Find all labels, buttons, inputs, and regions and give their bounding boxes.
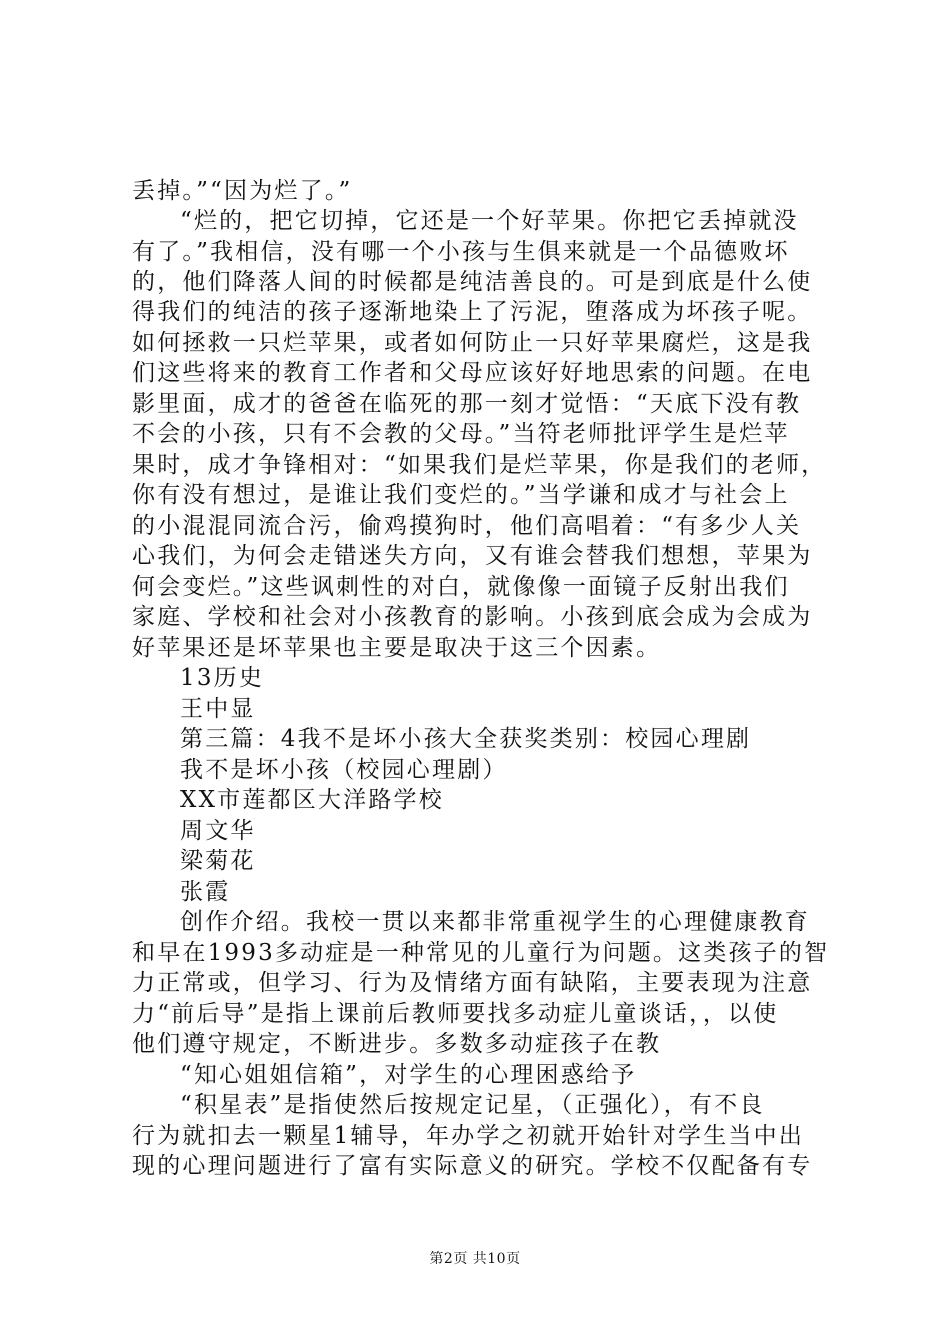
text-line: 家庭、学校和社会对小孩教育的影响。小孩到底会成为会成为: [132, 604, 813, 630]
section-heading: 第三篇：4我不是坏小孩大全获奖类别：校园心理剧: [180, 726, 752, 752]
text-line: 行为就扣去一颗星1辅导，年办学之初就开始针对学生当中出: [132, 1123, 805, 1149]
text-line: 影里面，成才的爸爸在临死的那一刻才觉悟：“天底下没有教: [132, 391, 802, 417]
text-line: 得我们的纯洁的孩子逐渐地染上了污泥，堕落成为坏孩子呢。: [132, 299, 813, 325]
text-line: 我不是坏小孩（校园心理剧）: [180, 757, 508, 783]
text-line: 好苹果还是坏苹果也主要是取决于这三个因素。: [132, 635, 662, 661]
text-line: 力“前后导”是指上课前后教师要找多动症儿童谈话，，以使: [132, 1001, 779, 1027]
text-line: 梁菊花: [180, 848, 256, 874]
page-footer: 第2页 共10页: [429, 1251, 521, 1267]
text-line: 心我们，为何会走错迷失方向，又有谁会替我们想想，苹果为: [132, 543, 813, 569]
text-line: “烂的，把它切掉，它还是一个好苹果。你把它丢掉就没: [180, 208, 799, 234]
text-line: 和早在1993多动症是一种常见的儿童行为问题。这类孩子的智: [132, 940, 830, 966]
text-line: 有了。”我相信，没有哪一个小孩与生俱来就是一个品德败坏: [132, 239, 790, 265]
text-line: 他们遵守规定，不断进步。多数多动症孩子在教: [132, 1031, 662, 1057]
text-line: 力正常或，但学习、行为及情绪方面有缺陷，主要表现为注意: [132, 970, 813, 996]
text-line: 果时，成才争锋相对：“如果我们是烂苹果，你是我们的老师，: [132, 452, 827, 478]
text-line: 们这些将来的教育工作者和父母应该好好地思索的问题。在电: [132, 360, 813, 386]
text-line: 丢掉。”“因为烂了。”: [132, 178, 353, 204]
text-line: 如何拯救一只烂苹果，或者如何防止一只好苹果腐烂，这是我: [132, 330, 813, 356]
text-line: 现的心理问题进行了富有实际意义的研究。学校不仅配备有专: [132, 1153, 813, 1179]
text-line: 13历史: [180, 665, 265, 691]
text-line: “知心姐姐信箱”，对学生的心理困惑给予: [180, 1062, 637, 1088]
text-line: “积星表”是指使然后按规定记星，（正强化），有不良: [180, 1092, 765, 1118]
text-line: 的小混混同流合污，偷鸡摸狗时，他们高唱着：“有多少人关: [132, 513, 802, 539]
text-line: 不会的小孩，只有不会教的父母。”当符老师批评学生是烂苹: [132, 421, 790, 447]
text-line: 何会变烂。”这些讽刺性的对白，就像像一面镜子反射出我们: [132, 574, 790, 600]
text-line: 张霞: [180, 879, 231, 905]
text-line: 的，他们降落人间的时候都是纯洁善良的。可是到底是什么使: [132, 269, 813, 295]
text-line: 你有没有想过，是谁让我们变烂的。”当学谦和成才与社会上: [132, 482, 790, 508]
text-line: 创作介绍。我校一贯以来都非常重视学生的心理健康教育: [180, 909, 810, 935]
text-line: 王中显: [180, 696, 256, 722]
text-line: 周文华: [180, 818, 256, 844]
text-line: XX市莲都区大洋路学校: [180, 787, 444, 813]
